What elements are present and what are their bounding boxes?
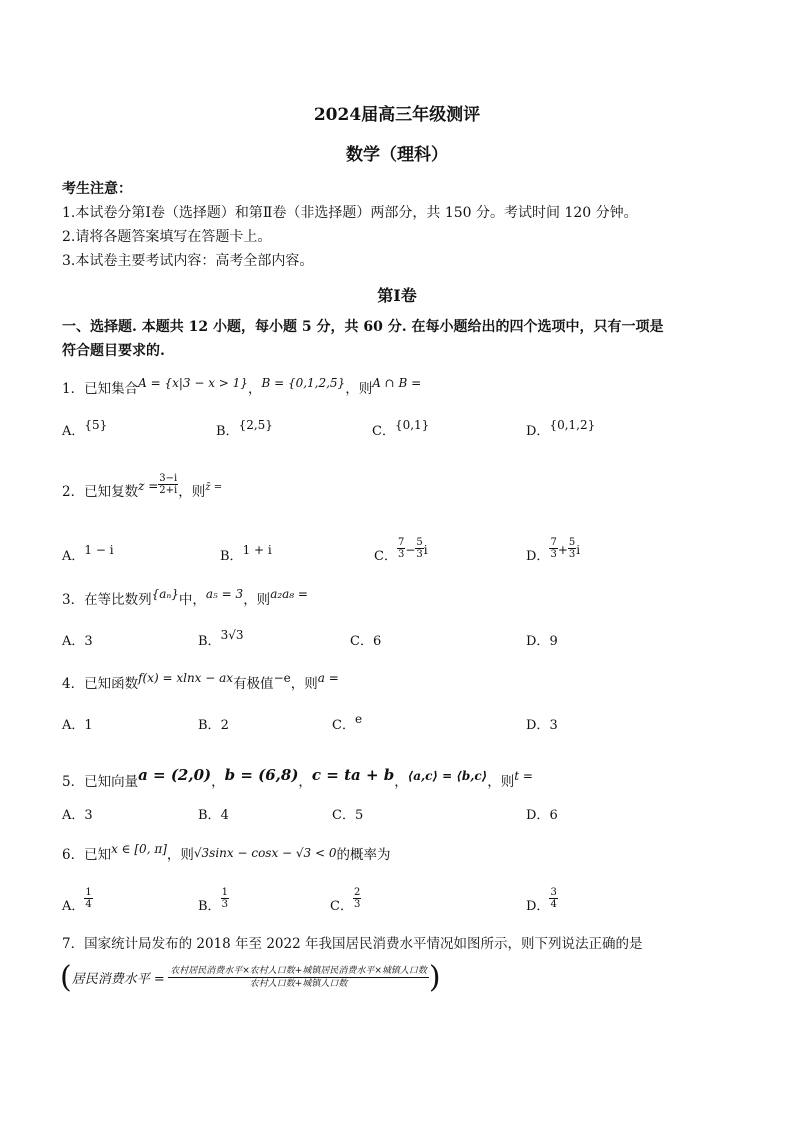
q6-then: ，则 — [166, 847, 194, 863]
q3-option-d: D．9 — [526, 634, 558, 649]
q5-option-a: A．3 — [62, 808, 93, 823]
q3-option-a: A．3 — [62, 634, 93, 649]
q5-cond: ⟨a,c⟩ = ⟨b,c⟩ — [407, 769, 488, 783]
q1-option-c: C．{0,1} — [372, 418, 430, 439]
q6-option-b: B． $\frac{1}{3}$ — [198, 887, 228, 914]
q4-ask: a = — [317, 671, 339, 685]
page-title: 2024届高三年级测评 — [313, 105, 481, 125]
q1-option-d: D．{0,1,2} — [526, 418, 596, 439]
q1-then: ，则 — [345, 381, 373, 397]
q5-option-b: B．4 — [198, 808, 229, 823]
q5-option-d: D．6 — [526, 808, 558, 823]
question-1 — [62, 377, 421, 397]
q5-vector-b: b = (6,8) — [224, 766, 299, 784]
notice-item-3: 3.本试卷主要考试内容：高考全部内容。 — [62, 253, 314, 269]
q2-option-c: C． $\frac{7}{3}$ − $\frac{5}{3}$ i — [374, 537, 428, 564]
q4-prefix: 4．已知函数 — [62, 676, 139, 692]
question-2 — [62, 473, 223, 504]
q4-then: ，则 — [290, 676, 318, 692]
q7-formula: (居民消费水平 = 农村居民消费水平×农村人口数+城镇居民消费水平×城镇人口数 农村人口数+城镇人口数 ) — [60, 960, 441, 995]
page-subtitle: 数学（理科） — [346, 145, 448, 165]
q2-ask: z̄ = — [205, 482, 223, 493]
q3-ask: a₂a₈ = — [270, 587, 308, 601]
q3-mid: 中， — [178, 592, 206, 608]
section-instruction-2: 符合题目要求的. — [62, 343, 165, 359]
q5-prefix: 5．已知向量 — [62, 774, 139, 790]
q4-option-a: A．1 — [62, 718, 93, 733]
q6-option-c: C． $\frac{2}{3}$ — [330, 887, 361, 914]
q3-seq: {aₙ} — [151, 587, 179, 601]
q6-cond: x ∈ [0, π] — [111, 842, 167, 856]
q1-ask: A ∩ B = — [372, 376, 422, 390]
question-4 — [62, 672, 339, 692]
q2-z: z = — [138, 479, 159, 493]
q3-prefix: 3．在等比数列 — [62, 592, 152, 608]
q4-func: f(x) = xlnx − ax — [138, 671, 234, 685]
q4-option-d: D．3 — [526, 718, 558, 733]
q1-set-a: A = {x|3 − x > 1} — [138, 376, 248, 390]
q3-option-c: C．6 — [350, 634, 382, 649]
q1-option-a: A．{5} — [62, 418, 108, 439]
q5-vector-c: c = ta + b — [311, 766, 395, 784]
notice-item-2: 2.请将各题答案填写在答题卡上。 — [62, 229, 272, 245]
q7-formula-lhs: 居民消费水平 = — [71, 972, 165, 987]
q4-val: −e — [273, 671, 291, 685]
q2-fraction: $\frac{3-i}{2+i}$ — [159, 473, 178, 496]
q7-formula-fraction: 农村居民消费水平×农村人口数+城镇居民消费水平×城镇人口数 农村人口数+城镇人口数 — [170, 966, 427, 989]
q6-suffix: 的概率为 — [336, 847, 391, 863]
q6-inequality: √3sinx − cosx − √3 < 0 — [193, 846, 337, 860]
q6-prefix: 6．已知 — [62, 847, 112, 863]
q2-option-b: B．1 + i — [220, 543, 272, 564]
q4-mid: 有极值 — [233, 676, 274, 692]
q5-option-c: C．5 — [332, 808, 364, 823]
q3-then: ，则 — [243, 592, 271, 608]
question-6 — [62, 843, 391, 863]
q3-option-b: B．3√3 — [198, 628, 244, 649]
q6-option-d: D． $\frac{3}{4}$ — [526, 887, 557, 914]
q1-set-b: B = {0,1,2,5} — [261, 376, 346, 390]
q2-prefix: 2．已知复数 — [62, 484, 139, 500]
q1-sep: ， — [247, 381, 262, 397]
q5-ask: t = — [514, 769, 533, 783]
question-3 — [62, 588, 308, 608]
q4-option-c: C．e — [332, 712, 363, 733]
q5-vector-a: a = (2,0) — [138, 766, 212, 784]
q6-option-a: A． $\frac{1}{4}$ — [62, 887, 92, 914]
q2-then: ，则 — [178, 484, 206, 500]
question-5: 5．已知向量a = (2,0)，b = (6,8)，c = ta + b，⟨a,c⟩ = ⟨b,c⟩，则t = — [62, 766, 533, 790]
q3-cond: a₅ = 3 — [205, 587, 244, 601]
q1-option-b: B．{2,5} — [216, 418, 273, 439]
notice-item-1: 1.本试卷分第Ⅰ卷（选择题）和第Ⅱ卷（非选择题）两部分，共 150 分。考试时间 120 分钟。 — [62, 205, 638, 221]
q2-option-a: A．1 − i — [62, 543, 114, 564]
q4-option-b: B．2 — [198, 718, 229, 733]
section-instruction-1: 一、选择题. 本题共 12 小题，每小题 5 分，共 60 分. 在每小题给出的四个选项中，只有一项是 — [62, 319, 664, 335]
question-7: 7．国家统计局发布的 2018 年至 2022 年我国居民消费水平情况如图所示，则下列说法正确的是 — [62, 936, 643, 952]
q2-option-d: D． $\frac{7}{3}$ + $\frac{5}{3}$ i — [526, 537, 581, 564]
q5-then: ，则 — [487, 774, 515, 790]
q1-prefix: 1．已知集合 — [62, 381, 139, 397]
notice-heading: 考生注意： — [62, 181, 132, 197]
section-title: 第Ⅰ卷 — [377, 286, 417, 305]
